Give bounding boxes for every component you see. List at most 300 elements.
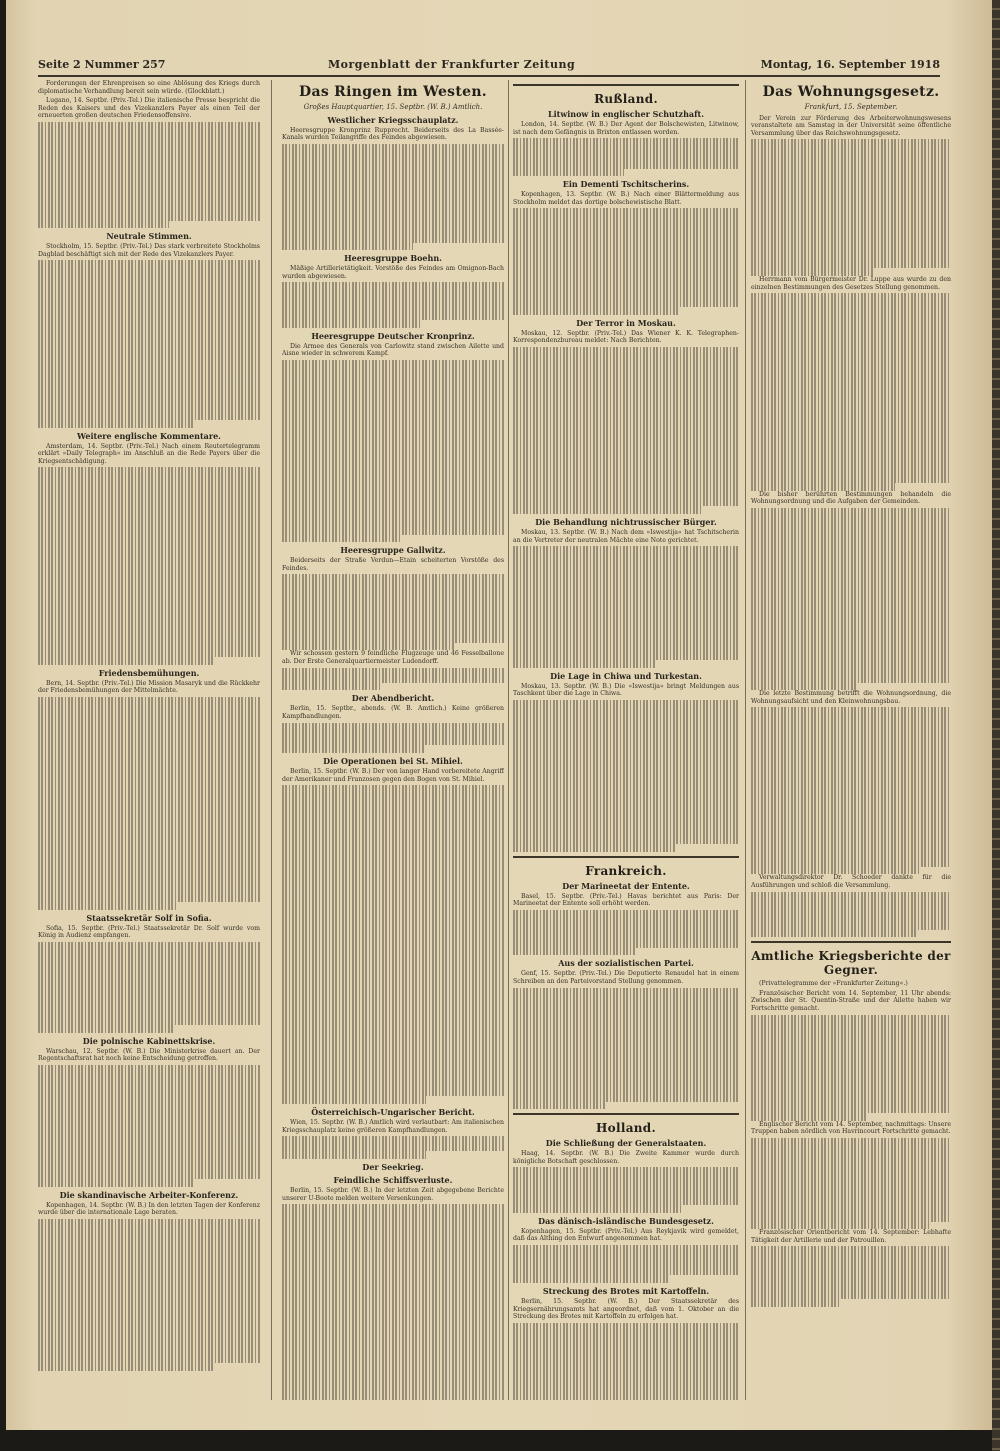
illegible-text-line (38, 528, 260, 536)
illegible-text-line (282, 151, 504, 159)
illegible-text-line (282, 383, 504, 391)
illegible-text-line (282, 1341, 504, 1349)
illegible-text-line (38, 634, 260, 642)
illegible-text-line (751, 899, 951, 907)
illegible-text-line (513, 1338, 739, 1346)
illegible-text-line (38, 965, 260, 973)
illegible-text-line (751, 261, 951, 269)
illegible-text-line (513, 385, 739, 393)
illegible-text-line (513, 546, 739, 554)
illegible-text-line (513, 660, 655, 668)
illegible-text-line (282, 144, 504, 152)
illegible-text-line (282, 1273, 504, 1281)
illegible-text-line (513, 246, 739, 254)
illegible-text-line (282, 1005, 504, 1013)
article-heading: Staatssekretär Solf in Sofia. (86, 912, 212, 923)
illegible-text-line (751, 844, 951, 852)
illegible-text-line (38, 206, 260, 214)
illegible-text-line (38, 276, 260, 284)
illegible-text-line (38, 359, 260, 367)
article-heading: Die skandinavische Arbeiter-Konferenz. (59, 1189, 239, 1200)
illegible-text-line (282, 497, 504, 505)
illegible-text-line (751, 892, 951, 900)
article-heading: Neutrale Stimmen. (106, 231, 192, 242)
illegible-text-line (751, 760, 951, 768)
column-rule (745, 80, 746, 1400)
illegible-text-line (38, 589, 260, 597)
illegible-text-line (38, 405, 260, 413)
illegible-text-line (751, 829, 951, 837)
column-4 (751, 80, 951, 1400)
article-text: Moskau, 12. Septbr. (Priv.-Tel.) Das Wiener K. K. Telegraphen-Korrespondenzbureau meldet: Nach Berichten. (513, 329, 739, 345)
illegible-text-line (751, 538, 951, 546)
illegible-text-line (513, 506, 703, 514)
article-block (282, 115, 504, 251)
illegible-text-line (751, 715, 951, 723)
illegible-text-line (751, 1015, 951, 1023)
illegible-text-line (38, 1141, 260, 1149)
article-text: London, 14. Septbr. (W. B.) Der Agent der Bolschewisten, Litwinow, ist nach dem Gefängnis in Brixton entlassen worden. (513, 121, 739, 136)
illegible-text-line (38, 1242, 260, 1250)
illegible-text-line (38, 420, 193, 428)
illegible-text-line (513, 776, 739, 784)
illegible-text-line (282, 1326, 504, 1334)
article-text: Wir schossen gestern 9 feindliche Flugzeuge und 46 Fesselballone ab. Der Erste Generalquartiermeister Ludendorff. (282, 650, 504, 665)
illegible-text-line (38, 221, 169, 229)
illegible-text-line (38, 1073, 260, 1081)
article-text: Berlin, 15. Septbr., abends. (W. B. Amtlich.) Keine größeren Kampfhandlungen. (282, 705, 504, 720)
illegible-text-line (282, 1288, 504, 1296)
illegible-text-line (38, 1149, 260, 1157)
illegible-text-line (513, 940, 739, 948)
illegible-text-line (282, 1250, 504, 1258)
article-heading: Heeresgruppe Deutscher Kronprinz. (311, 330, 475, 341)
illegible-text-line (282, 605, 504, 613)
illegible-text-line (38, 849, 260, 857)
illegible-text-line (38, 1317, 260, 1325)
article-block (513, 671, 739, 852)
illegible-text-line (38, 902, 176, 910)
headline-west: Das Ringen im Westen. (299, 84, 487, 100)
illegible-text-line (751, 1262, 951, 1270)
illegible-text-line (38, 1302, 260, 1310)
illegible-text-line (282, 1349, 504, 1357)
illegible-text-line (513, 169, 624, 177)
illegible-text-line (38, 1095, 260, 1103)
illegible-text-line (38, 283, 260, 291)
illegible-text-line (282, 451, 504, 459)
illegible-text-line (282, 876, 504, 884)
article-heading: Rußland. (594, 92, 658, 106)
illegible-text-line (751, 806, 951, 814)
illegible-text-line (38, 475, 260, 483)
illegible-text-line (38, 765, 260, 773)
illegible-text-line (282, 612, 504, 620)
illegible-text-line (751, 430, 951, 438)
illegible-text-line (751, 1168, 951, 1176)
illegible-text-line (513, 1346, 739, 1354)
illegible-text-line (513, 1361, 739, 1369)
article-heading: Der Seekrieg. (362, 1162, 424, 1173)
article-block (513, 1286, 739, 1400)
illegible-text-line (38, 894, 260, 902)
illegible-text-line (282, 444, 504, 452)
illegible-text-line (282, 838, 504, 846)
illegible-text-line (751, 215, 951, 223)
illegible-text-line (751, 1098, 951, 1106)
illegible-text-line (751, 316, 951, 324)
article-heading: Das dänisch-isländische Bundesgesetz. (538, 1215, 714, 1226)
article-heading: Die Operationen bei St. Mihiel. (323, 755, 463, 766)
illegible-text-line (282, 1257, 504, 1265)
illegible-text-line (751, 369, 951, 377)
article-text: Moskau, 13. Septbr. (W. B.) Nach dem »Iswestija« hat Tschitscherin an die Vertreter der neutralen Mächte eine Note gerichtet. (513, 528, 739, 544)
article-heading: Frankreich. (585, 863, 667, 878)
article-block (751, 990, 951, 1121)
illegible-text-line (513, 491, 739, 499)
illegible-text-line (282, 189, 504, 197)
article-block (513, 1113, 739, 1135)
illegible-text-line (513, 231, 739, 239)
illegible-text-line (38, 972, 260, 980)
article-heading: Westlicher Kriegsschauplatz. (327, 114, 459, 125)
illegible-text-line (282, 1151, 426, 1159)
illegible-text-line (282, 998, 504, 1006)
article-heading: Friedensbemühungen. (98, 667, 200, 678)
illegible-text-line (282, 620, 504, 628)
article-block (751, 874, 951, 937)
illegible-text-line (282, 597, 504, 605)
illegible-text-line (751, 907, 951, 915)
illegible-text-line (282, 406, 504, 414)
illegible-text-line (751, 1030, 951, 1038)
illegible-text-line (38, 604, 260, 612)
article-block (513, 856, 739, 878)
illegible-text-line (751, 400, 951, 408)
article-text: Warschau, 12. Septbr. (W. B.) Die Ministerkrise dauert an. Der Regentschaftsrat hat noch keine Entscheidung getroffen. (38, 1047, 260, 1063)
illegible-text-line (282, 907, 504, 915)
illegible-text-line (282, 1043, 504, 1051)
illegible-text-line (751, 523, 951, 531)
illegible-text-line (751, 1191, 951, 1199)
illegible-text-line (282, 360, 504, 368)
illegible-text-line (38, 190, 260, 198)
illegible-text-line (282, 1371, 504, 1379)
illegible-text-line (751, 268, 873, 276)
illegible-text-line (282, 983, 504, 991)
article-heading: Heeresgruppe Gallwitz. (340, 545, 446, 556)
illegible-text-line (751, 738, 951, 746)
illegible-text-line (751, 561, 951, 569)
illegible-text-line (751, 776, 951, 784)
illegible-text-line (751, 415, 951, 423)
illegible-text-line (751, 1299, 839, 1307)
illegible-text-line (513, 1190, 739, 1198)
illegible-text-line (282, 816, 504, 824)
illegible-text-line (282, 474, 504, 482)
illegible-text-line (38, 1355, 260, 1363)
illegible-text-line (282, 574, 504, 582)
illegible-text-line (513, 738, 739, 746)
illegible-text-line (282, 1219, 504, 1227)
illegible-text-line (513, 806, 739, 814)
illegible-text-line (282, 1311, 504, 1319)
illegible-text-line (38, 1133, 260, 1141)
illegible-text-line (513, 917, 739, 925)
illegible-text-line (513, 791, 739, 799)
illegible-text-line (751, 438, 951, 446)
illegible-text-line (282, 582, 504, 590)
illegible-text-line (282, 899, 504, 907)
illegible-text-line (751, 1037, 951, 1045)
illegible-text-line (38, 803, 260, 811)
illegible-text-line (282, 683, 380, 691)
illegible-text-line (38, 367, 260, 375)
illegible-text-line (513, 948, 635, 956)
illegible-text-line (38, 818, 260, 826)
illegible-text-line (513, 392, 739, 400)
article-block (513, 1216, 739, 1283)
illegible-text-line (38, 657, 213, 665)
illegible-text-line (38, 841, 260, 849)
illegible-text-line (38, 329, 260, 337)
illegible-text-line (282, 1081, 504, 1089)
article-block (38, 913, 260, 1033)
illegible-text-line (38, 505, 260, 513)
illegible-text-line (282, 1235, 504, 1243)
illegible-text-line (38, 513, 260, 521)
illegible-text-line (282, 1212, 504, 1220)
article-block (282, 545, 504, 650)
illegible-text-line (38, 750, 260, 758)
illegible-text-line (282, 1318, 504, 1326)
illegible-text-line (282, 914, 504, 922)
illegible-text-line (38, 887, 260, 895)
article-block (282, 756, 504, 1104)
illegible-text-line (751, 185, 951, 193)
article-text: Moskau, 13. Septbr. (W. B.) Die »Iswestija« bringt Meldungen aus Taschkent über die Lage in Chiwa. (513, 682, 739, 698)
article-block (282, 1162, 504, 1172)
article-text: Verwaltungsdirektor Dr. Schoeder dankte für die Ausführungen und schloß die Versammlung. (751, 874, 951, 889)
illegible-text-line (282, 535, 400, 543)
illegible-text-line (751, 147, 951, 155)
illegible-text-line (751, 1052, 951, 1060)
illegible-text-line (282, 745, 424, 753)
illegible-text-line (751, 584, 951, 592)
illegible-text-line (38, 942, 260, 950)
illegible-text-line (38, 122, 260, 130)
illegible-text-line (751, 667, 951, 675)
illegible-text-line (282, 159, 504, 167)
illegible-text-line (282, 489, 504, 497)
article-heading: Litwinow in englischer Schutzhaft. (547, 109, 705, 119)
illegible-text-line (751, 1176, 951, 1184)
article-heading: Holland. (596, 1121, 656, 1136)
illegible-text-line (38, 520, 260, 528)
illegible-text-line (513, 1376, 739, 1384)
dateline: Frankfurt, 15. September. (804, 103, 898, 111)
illegible-text-line (751, 246, 951, 254)
article-text: Englischer Bericht vom 14. September, nachmittags: Unsere Truppen haben nördlich von Havrincourt Fortschritte gemacht. (751, 1120, 951, 1136)
illegible-text-line (513, 576, 739, 584)
illegible-text-line (513, 988, 739, 996)
illegible-text-line (751, 798, 951, 806)
illegible-text-line (513, 224, 739, 232)
illegible-text-line (282, 504, 504, 512)
illegible-text-line (282, 220, 504, 228)
illegible-text-line (282, 635, 504, 643)
column-1-articles (38, 97, 260, 1370)
illegible-text-line (282, 1074, 504, 1082)
illegible-text-line (751, 531, 951, 539)
illegible-text-line (38, 152, 260, 160)
illegible-text-line (38, 780, 260, 788)
illegible-text-line (513, 569, 739, 577)
illegible-text-line (38, 175, 260, 183)
article-text: Amsterdam, 14. Septbr. (Priv.-Tel.) Nach einem Reutertelegramm erklärt »Daily Telegraph« im Anschluß an die Rede Payers über die Kriegsentschädigung. (38, 442, 260, 465)
illegible-text-line (751, 308, 951, 316)
illegible-text-line (751, 614, 951, 622)
illegible-text-line (38, 168, 260, 176)
illegible-text-line (513, 354, 739, 362)
illegible-text-line (513, 476, 739, 484)
illegible-text-line (513, 844, 676, 852)
illegible-text-line (282, 205, 504, 213)
illegible-text-line (38, 344, 260, 352)
illegible-text-line (513, 1205, 683, 1213)
illegible-text-line (282, 197, 504, 205)
illegible-text-line (751, 1292, 951, 1300)
illegible-text-line (751, 162, 951, 170)
illegible-text-line (513, 995, 739, 1003)
illegible-text-line (38, 1325, 260, 1333)
illegible-text-line (38, 995, 260, 1003)
article-block (282, 693, 504, 753)
illegible-text-line (38, 796, 260, 804)
illegible-text-line (751, 1068, 951, 1076)
illegible-text-line (513, 584, 739, 592)
illegible-text-line (751, 745, 951, 753)
illegible-text-line (282, 643, 455, 651)
illegible-text-line (38, 1348, 260, 1356)
article-text: Basel, 15. Septbr. (Priv.-Tel.) Havas berichtet aus Paris: Der Marineetat der Entente soll erhöht werden. (513, 892, 739, 908)
illegible-text-line (751, 253, 951, 261)
illegible-text-line (751, 730, 951, 738)
illegible-text-line (513, 753, 739, 761)
illegible-text-line (513, 607, 739, 615)
article-block (751, 115, 951, 276)
illegible-text-line (751, 1060, 951, 1068)
illegible-text-line (751, 483, 895, 491)
illegible-text-line (282, 730, 504, 738)
illegible-text-line (513, 1102, 606, 1110)
illegible-text-line (513, 1198, 739, 1206)
illegible-text-line (751, 1199, 951, 1207)
article-block (282, 1107, 504, 1159)
illegible-text-line (513, 745, 739, 753)
article-block (282, 650, 504, 690)
illegible-text-line (282, 1096, 426, 1104)
illegible-text-line (751, 660, 951, 668)
article-block (38, 431, 260, 665)
illegible-text-line (38, 483, 260, 491)
illegible-text-line (38, 566, 260, 574)
illegible-text-line (38, 314, 260, 322)
illegible-text-line (513, 161, 739, 169)
article-text: Französischer Bericht vom 14. September, 11 Uhr abends: Zwischen der St. Quentin-Straße und der Ailette haben wir Fortschritte gemacht. (751, 989, 951, 1012)
illegible-text-line (38, 1310, 260, 1318)
illegible-text-line (38, 137, 260, 145)
illegible-text-line (751, 1045, 951, 1053)
illegible-text-line (513, 599, 739, 607)
illegible-text-line (751, 652, 951, 660)
article-block (38, 1190, 260, 1371)
illegible-text-line (513, 1026, 739, 1034)
illegible-text-line (282, 853, 504, 861)
illegible-text-line (513, 461, 739, 469)
illegible-text-line (38, 864, 260, 872)
illegible-text-line (513, 592, 739, 600)
illegible-text-line (38, 412, 260, 420)
article-block (513, 881, 739, 956)
illegible-text-line (38, 536, 260, 544)
illegible-text-line (38, 758, 260, 766)
illegible-text-line (282, 297, 504, 305)
illegible-text-line (282, 527, 504, 535)
illegible-text-line (751, 170, 951, 178)
illegible-text-line (513, 1048, 739, 1056)
illegible-text-line (38, 773, 260, 781)
illegible-text-line (751, 569, 951, 577)
illegible-text-line (513, 468, 739, 476)
illegible-text-line (513, 1033, 739, 1041)
illegible-text-line (282, 1089, 504, 1097)
illegible-text-line (282, 520, 504, 528)
illegible-text-line (38, 213, 260, 221)
article-block (751, 276, 951, 491)
illegible-text-line (751, 791, 951, 799)
illegible-text-line (282, 436, 504, 444)
illegible-text-line (282, 884, 504, 892)
illegible-text-line (282, 313, 504, 321)
illegible-text-line (513, 377, 739, 385)
illegible-text-line (513, 821, 739, 829)
illegible-text-line (513, 1010, 739, 1018)
illegible-text-line (751, 346, 951, 354)
illegible-text-line (751, 422, 951, 430)
illegible-text-line (38, 720, 260, 728)
illegible-text-line (513, 1064, 739, 1072)
column-2 (282, 80, 504, 1400)
illegible-text-line (751, 922, 951, 930)
article-text: Haag, 14. Septbr. (W. B.) Die Zweite Kammer wurde durch königliche Botschaft geschlossen. (513, 1150, 739, 1165)
illegible-text-line (513, 730, 739, 738)
intro-paragraph: Forderungen der Ehrenpreisen so eine Ablösung des Kriegs durch diplomatische Verhandlung bereit sein würde. (Glockblatt.) (38, 80, 260, 95)
illegible-text-line (751, 683, 857, 691)
illegible-text-line (751, 814, 951, 822)
illegible-text-line (282, 831, 504, 839)
illegible-text-line (38, 130, 260, 138)
illegible-text-line (751, 675, 951, 683)
illegible-text-line (38, 581, 260, 589)
illegible-text-line (38, 1003, 260, 1011)
illegible-text-line (751, 1214, 951, 1222)
illegible-text-line (38, 596, 260, 604)
illegible-text-line (513, 1391, 739, 1399)
illegible-text-line (751, 1022, 951, 1030)
illegible-text-line (282, 1242, 504, 1250)
illegible-text-line (38, 1363, 213, 1371)
